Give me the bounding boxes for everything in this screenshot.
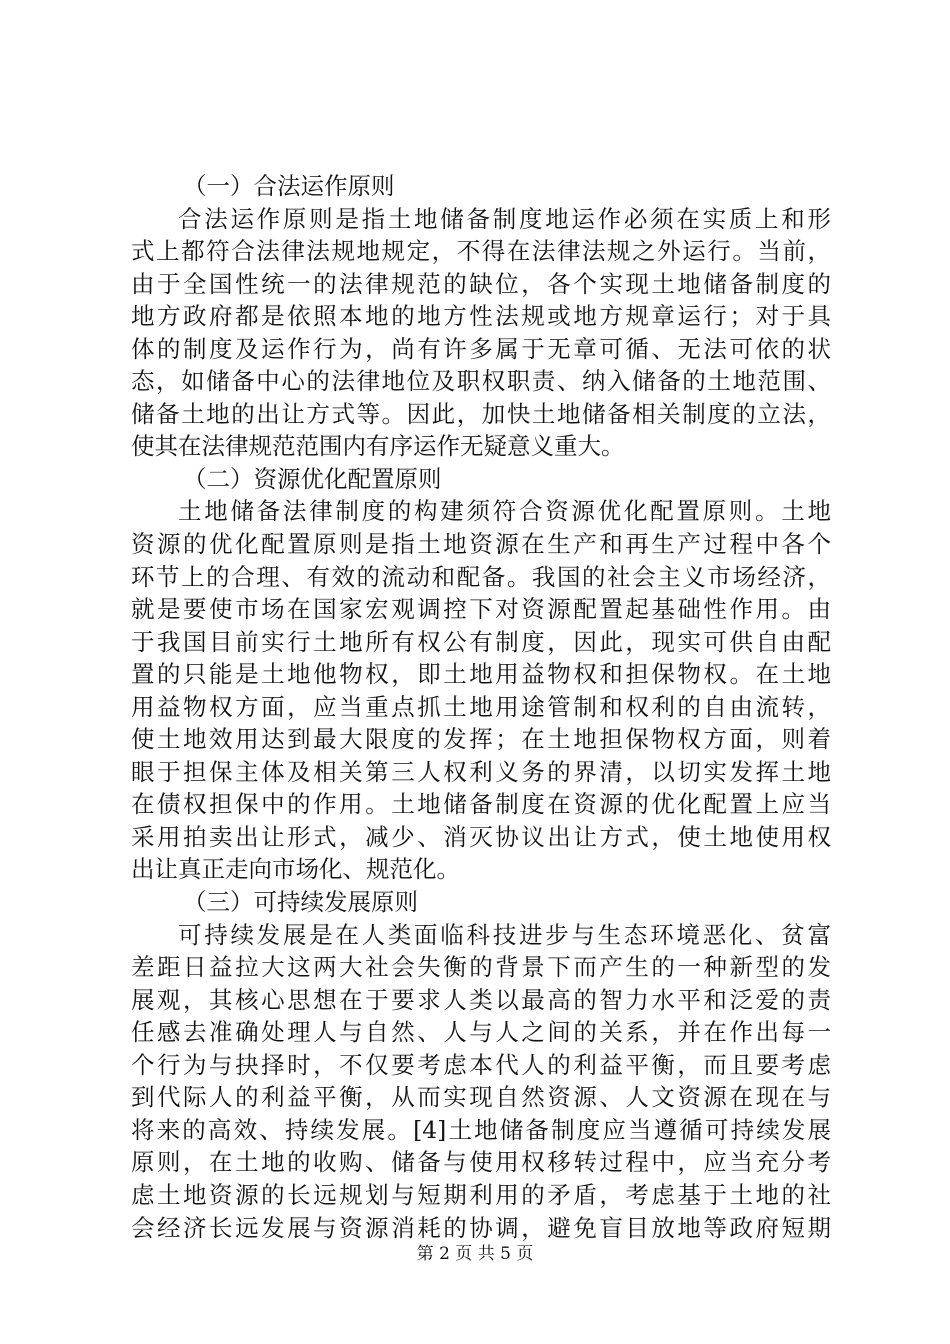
paragraph-line: 采用拍卖出让形式，减少、消灭协议出让方式，使土地使用权: [131, 822, 831, 851]
paragraph-line: 地方政府都是依照本地的地方性法规或地方规章运行；对于具: [131, 302, 831, 331]
paragraph-line: 眼于担保主体及相关第三人权利义务的界清，以切实发挥土地: [131, 757, 831, 786]
paragraph-line: 使其在法律规范范围内有序运作无疑意义重大。: [131, 432, 625, 461]
paragraph-line: 会经济长远发展与资源消耗的协调，避免盲目放地等政府短期: [131, 1213, 831, 1242]
paragraph-line: 资源的优化配置原则是指土地资源在生产和再生产过程中各个: [131, 530, 831, 559]
paragraph-line: 态，如储备中心的法律地位及职权职责、纳入储备的土地范围、: [131, 367, 831, 396]
paragraph-line: 虑土地资源的长远规划与短期利用的矛盾，考虑基于土地的社: [131, 1180, 831, 1209]
paragraph-line: 在债权担保中的作用。土地储备制度在资源的优化配置上应当: [131, 790, 831, 819]
paragraph-line: 将来的高效、持续发展。[4]土地储备制度应当遵循可持续发展: [131, 1115, 831, 1144]
paragraph-line: 就是要使市场在国家宏观调控下对资源配置起基础性作用。由: [131, 595, 831, 624]
paragraph-line: 个行为与抉择时，不仅要考虑本代人的利益平衡，而且要考虑: [131, 1050, 831, 1079]
document-body: [131, 170, 831, 1244]
paragraph-line: 差距日益拉大这两大社会失衡的背景下而产生的一种新型的发: [131, 953, 831, 982]
paragraph-line: 使土地效用达到最大限度的发挥；在土地担保物权方面，则着: [131, 725, 831, 754]
page-number-footer: 第 2 页 共 5 页: [416, 1244, 534, 1264]
paragraph-line: 体的制度及运作行为，尚有许多属于无章可循、无法可依的状: [131, 334, 831, 363]
paragraph-line: 用益物权方面，应当重点抓土地用途管制和权利的自由流转，: [131, 692, 831, 721]
paragraph-line: 到代际人的利益平衡，从而实现自然资源、人文资源在现在与: [131, 1083, 831, 1112]
paragraph-line: 土地储备法律制度的构建须符合资源优化配置原则。土地: [178, 497, 831, 526]
paragraph-line: 于我国目前实行土地所有权公有制度，因此，现实可供自由配: [131, 627, 831, 656]
paragraph-line: 由于全国性统一的法律规范的缺位，各个实现土地储备制度的: [131, 269, 831, 298]
section-heading: （一）合法运作原则: [183, 172, 395, 200]
paragraph-line: 可持续发展是在人类面临科技进步与生态环境恶化、贫富: [178, 920, 831, 949]
paragraph-line: 原则，在土地的收购、储备与使用权移转过程中，应当充分考: [131, 1148, 831, 1177]
paragraph-line: 式上都符合法律法规地规定，不得在法律法规之外运行。当前，: [131, 237, 831, 266]
paragraph-line: 任感去准确处理人与自然、人与人之间的关系，并在作出每一: [131, 1018, 831, 1047]
paragraph-line: 出让真正走向市场化、规范化。: [131, 855, 460, 884]
paragraph-line: 环节上的合理、有效的流动和配备。我国的社会主义市场经济，: [131, 562, 831, 591]
section-heading: （二）资源优化配置原则: [183, 464, 442, 493]
paragraph-line: 展观，其核心思想在于要求人类以最高的智力水平和泛爱的责: [131, 985, 831, 1014]
section-heading: （三）可持续发展原则: [183, 888, 418, 917]
paragraph-line: 置的只能是土地他物权，即土地用益物权和担保物权。在土地: [131, 660, 831, 689]
paragraph-line: 储备土地的出让方式等。因此，加快土地储备相关制度的立法，: [131, 399, 831, 428]
paragraph-line: 合法运作原则是指土地储备制度地运作必须在实质上和形: [178, 204, 831, 233]
